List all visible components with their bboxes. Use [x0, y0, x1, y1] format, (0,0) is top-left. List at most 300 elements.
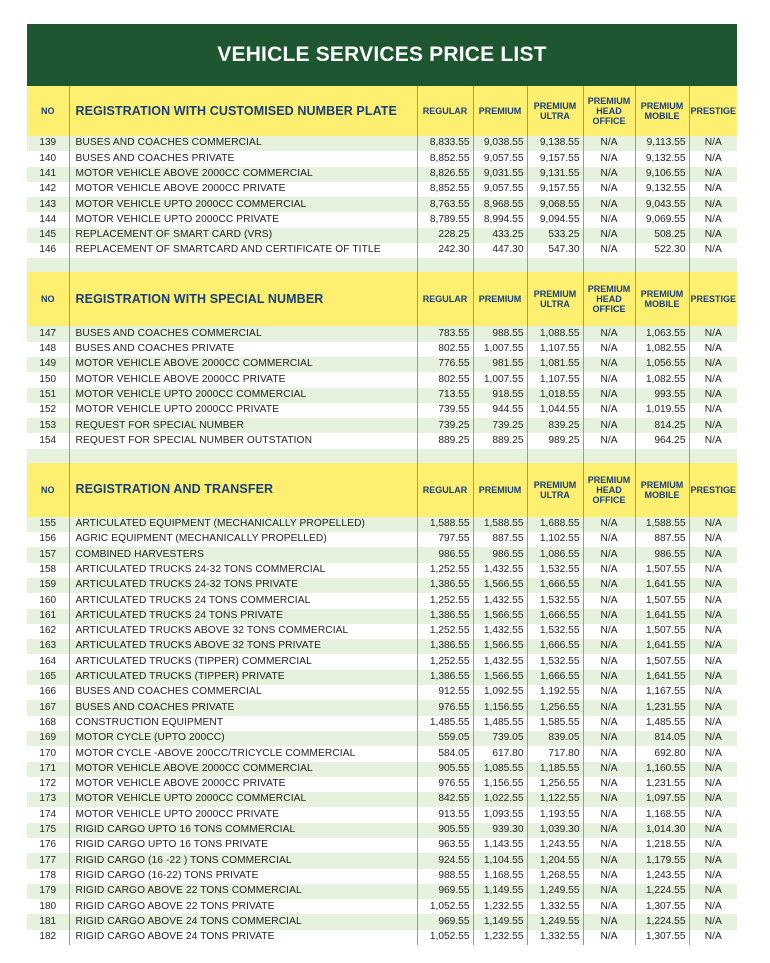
table-row	[27, 532, 737, 547]
table-row	[27, 167, 737, 182]
table-row	[27, 182, 737, 197]
price-list-sheet	[27, 24, 737, 945]
table-row	[27, 136, 737, 151]
section-table	[27, 463, 737, 945]
row-description: BUSES AND COACHES PRIVATE	[69, 700, 417, 715]
price-premium-ultra: 1,193.55	[527, 807, 583, 822]
spacer-cell	[69, 258, 417, 272]
row-number: 156	[27, 532, 69, 547]
row-number: 164	[27, 654, 69, 669]
price-premium: 1,485.55	[473, 716, 527, 731]
price-regular: 783.55	[417, 326, 473, 341]
row-number: 140	[27, 151, 69, 166]
price-prestige: N/A	[689, 731, 737, 746]
price-premium-mobile: 1,082.55	[635, 342, 689, 357]
table-row	[27, 777, 737, 792]
row-number: 151	[27, 388, 69, 403]
price-premium: 1,566.55	[473, 578, 527, 593]
price-premium-head-office: N/A	[583, 517, 635, 532]
price-premium-head-office: N/A	[583, 899, 635, 914]
row-description: MOTOR VEHICLE UPTO 2000CC PRIVATE	[69, 403, 417, 418]
row-description: BUSES AND COACHES COMMERCIAL	[69, 685, 417, 700]
row-description: COMBINED HARVESTERS	[69, 547, 417, 562]
price-regular: 8,852.55	[417, 151, 473, 166]
header-no: NO	[27, 86, 69, 136]
price-prestige: N/A	[689, 372, 737, 387]
price-premium-head-office: N/A	[583, 823, 635, 838]
table-row	[27, 838, 737, 853]
header-premium-head-office: PREMIUM HEAD OFFICE	[583, 463, 635, 517]
price-premium-ultra: 9,157.55	[527, 151, 583, 166]
price-regular: 739.55	[417, 403, 473, 418]
price-premium-mobile: 1,224.55	[635, 884, 689, 899]
price-regular: 889.25	[417, 433, 473, 448]
row-description: MOTOR VEHICLE UPTO 2000CC PRIVATE	[69, 807, 417, 822]
spacer-cell	[417, 449, 473, 463]
price-premium: 739.25	[473, 418, 527, 433]
price-premium-head-office: N/A	[583, 716, 635, 731]
table-row	[27, 388, 737, 403]
price-premium: 739.05	[473, 731, 527, 746]
price-regular: 8,789.55	[417, 212, 473, 227]
price-regular: 1,252.55	[417, 593, 473, 608]
table-row	[27, 869, 737, 884]
row-number: 141	[27, 167, 69, 182]
row-description: MOTOR VEHICLE UPTO 2000CC COMMERCIAL	[69, 792, 417, 807]
price-prestige: N/A	[689, 547, 737, 562]
row-description: ARTICULATED TRUCKS 24 TONS COMMERCIAL	[69, 593, 417, 608]
row-number: 178	[27, 869, 69, 884]
price-premium-ultra: 1,204.55	[527, 853, 583, 868]
section-table	[27, 86, 737, 272]
table-row	[27, 197, 737, 212]
price-regular: 1,386.55	[417, 609, 473, 624]
price-regular: 739.25	[417, 418, 473, 433]
table-row	[27, 685, 737, 700]
price-premium-head-office: N/A	[583, 326, 635, 341]
price-regular: 584.05	[417, 746, 473, 761]
price-prestige: N/A	[689, 654, 737, 669]
spacer-cell	[69, 449, 417, 463]
price-prestige: N/A	[689, 716, 737, 731]
header-prestige: PRESTIGE	[689, 86, 737, 136]
title-bar	[27, 24, 737, 86]
spacer-cell	[417, 258, 473, 272]
price-premium-ultra: 1,688.55	[527, 517, 583, 532]
price-premium-mobile: 1,641.55	[635, 639, 689, 654]
table-row	[27, 899, 737, 914]
row-number: 143	[27, 197, 69, 212]
spacer-cell	[27, 449, 69, 463]
price-regular: 969.55	[417, 884, 473, 899]
row-number: 145	[27, 228, 69, 243]
price-premium-head-office: N/A	[583, 151, 635, 166]
price-premium-ultra: 1,243.55	[527, 838, 583, 853]
row-description: MOTOR VEHICLE ABOVE 2000CC COMMERCIAL	[69, 167, 417, 182]
spacer-cell	[583, 449, 635, 463]
row-description: RIGID CARGO UPTO 16 TONS PRIVATE	[69, 838, 417, 853]
price-premium-mobile: 9,106.55	[635, 167, 689, 182]
row-description: MOTOR VEHICLE ABOVE 2000CC PRIVATE	[69, 777, 417, 792]
table-row	[27, 731, 737, 746]
table-row	[27, 563, 737, 578]
price-premium: 889.25	[473, 433, 527, 448]
price-prestige: N/A	[689, 899, 737, 914]
price-premium: 1,566.55	[473, 639, 527, 654]
price-premium-ultra: 9,068.55	[527, 197, 583, 212]
row-number: 177	[27, 853, 69, 868]
header-premium-mobile: PREMIUM MOBILE	[635, 86, 689, 136]
price-premium-mobile: 9,132.55	[635, 151, 689, 166]
price-prestige: N/A	[689, 433, 737, 448]
price-prestige: N/A	[689, 418, 737, 433]
price-premium-mobile: 1,243.55	[635, 869, 689, 884]
price-premium-mobile: 1,641.55	[635, 578, 689, 593]
table-row	[27, 357, 737, 372]
price-regular: 912.55	[417, 685, 473, 700]
header-premium-ultra: PREMIUM ULTRA	[527, 86, 583, 136]
price-premium-head-office: N/A	[583, 403, 635, 418]
price-prestige: N/A	[689, 532, 737, 547]
price-premium-head-office: N/A	[583, 746, 635, 761]
price-premium: 8,968.55	[473, 197, 527, 212]
table-row	[27, 654, 737, 669]
row-number: 160	[27, 593, 69, 608]
price-prestige: N/A	[689, 517, 737, 532]
price-premium-mobile: 814.25	[635, 418, 689, 433]
row-number: 176	[27, 838, 69, 853]
price-premium-mobile: 1,507.55	[635, 624, 689, 639]
price-premium-mobile: 993.55	[635, 388, 689, 403]
table-row	[27, 342, 737, 357]
price-premium-mobile: 1,224.55	[635, 914, 689, 929]
price-premium: 1,022.55	[473, 792, 527, 807]
price-prestige: N/A	[689, 403, 737, 418]
row-number: 179	[27, 884, 69, 899]
price-premium-head-office: N/A	[583, 578, 635, 593]
row-description: RIGID CARGO ABOVE 24 TONS PRIVATE	[69, 930, 417, 945]
price-premium-ultra: 1,192.55	[527, 685, 583, 700]
price-premium-head-office: N/A	[583, 182, 635, 197]
row-description: MOTOR VEHICLE UPTO 2000CC PRIVATE	[69, 212, 417, 227]
table-row	[27, 853, 737, 868]
table-row	[27, 807, 737, 822]
header-premium-ultra: PREMIUM ULTRA	[527, 272, 583, 326]
table-row	[27, 700, 737, 715]
price-premium-mobile: 1,218.55	[635, 838, 689, 853]
row-description: ARTICULATED TRUCKS ABOVE 32 TONS PRIVATE	[69, 639, 417, 654]
row-number: 168	[27, 716, 69, 731]
price-prestige: N/A	[689, 777, 737, 792]
price-premium-mobile: 1,485.55	[635, 716, 689, 731]
price-premium-head-office: N/A	[583, 884, 635, 899]
header-premium-mobile: PREMIUM MOBILE	[635, 463, 689, 517]
row-number: 173	[27, 792, 69, 807]
price-premium-mobile: 1,168.55	[635, 807, 689, 822]
price-premium-head-office: N/A	[583, 167, 635, 182]
price-premium-mobile: 986.55	[635, 547, 689, 562]
price-premium-ultra: 1,532.55	[527, 593, 583, 608]
price-premium: 1,093.55	[473, 807, 527, 822]
row-description: ARTICULATED EQUIPMENT (MECHANICALLY PROPELLED)	[69, 517, 417, 532]
spacer-cell	[27, 258, 69, 272]
row-description: REQUEST FOR SPECIAL NUMBER OUTSTATION	[69, 433, 417, 448]
price-regular: 242.30	[417, 243, 473, 258]
price-premium-ultra: 1,122.55	[527, 792, 583, 807]
price-prestige: N/A	[689, 700, 737, 715]
price-prestige: N/A	[689, 182, 737, 197]
row-description: ARTICULATED TRUCKS 24-32 TONS COMMERCIAL	[69, 563, 417, 578]
table-row	[27, 547, 737, 562]
price-premium-ultra: 839.25	[527, 418, 583, 433]
spacer-cell	[635, 449, 689, 463]
price-premium-head-office: N/A	[583, 685, 635, 700]
price-premium: 617.80	[473, 746, 527, 761]
row-description: MOTOR VEHICLE ABOVE 2000CC PRIVATE	[69, 372, 417, 387]
price-prestige: N/A	[689, 357, 737, 372]
price-prestige: N/A	[689, 930, 737, 945]
price-regular: 969.55	[417, 914, 473, 929]
table-row	[27, 418, 737, 433]
price-premium-head-office: N/A	[583, 624, 635, 639]
row-description: BUSES AND COACHES PRIVATE	[69, 342, 417, 357]
price-premium-head-office: N/A	[583, 762, 635, 777]
price-premium-head-office: N/A	[583, 639, 635, 654]
spacer-cell	[527, 258, 583, 272]
row-number: 162	[27, 624, 69, 639]
price-premium-mobile: 1,167.55	[635, 685, 689, 700]
row-number: 150	[27, 372, 69, 387]
row-number: 166	[27, 685, 69, 700]
price-prestige: N/A	[689, 762, 737, 777]
price-premium: 9,057.55	[473, 151, 527, 166]
price-regular: 924.55	[417, 853, 473, 868]
table-row	[27, 593, 737, 608]
price-premium-head-office: N/A	[583, 777, 635, 792]
table-row	[27, 372, 737, 387]
price-premium-head-office: N/A	[583, 869, 635, 884]
price-premium-ultra: 547.30	[527, 243, 583, 258]
price-premium-mobile: 9,069.55	[635, 212, 689, 227]
price-prestige: N/A	[689, 212, 737, 227]
price-regular: 802.55	[417, 372, 473, 387]
price-premium-ultra: 717.80	[527, 746, 583, 761]
price-premium: 939.30	[473, 823, 527, 838]
table-row	[27, 930, 737, 945]
price-premium-head-office: N/A	[583, 136, 635, 151]
price-prestige: N/A	[689, 792, 737, 807]
price-prestige: N/A	[689, 624, 737, 639]
price-premium: 1,156.55	[473, 700, 527, 715]
price-premium-head-office: N/A	[583, 197, 635, 212]
row-description: RIGID CARGO (16 -22 ) TONS COMMERCIAL	[69, 853, 417, 868]
price-premium-ultra: 1,081.55	[527, 357, 583, 372]
price-premium-ultra: 1,107.55	[527, 372, 583, 387]
price-premium-head-office: N/A	[583, 547, 635, 562]
price-premium-ultra: 9,138.55	[527, 136, 583, 151]
table-row	[27, 609, 737, 624]
price-premium: 9,031.55	[473, 167, 527, 182]
price-premium-mobile: 9,113.55	[635, 136, 689, 151]
price-premium-ultra: 1,666.55	[527, 578, 583, 593]
table-row	[27, 517, 737, 532]
table-row	[27, 243, 737, 258]
price-prestige: N/A	[689, 151, 737, 166]
price-premium-ultra: 1,044.55	[527, 403, 583, 418]
price-prestige: N/A	[689, 167, 737, 182]
price-premium: 986.55	[473, 547, 527, 562]
row-number: 153	[27, 418, 69, 433]
price-premium-mobile: 1,056.55	[635, 357, 689, 372]
price-premium-ultra: 1,107.55	[527, 342, 583, 357]
table-row	[27, 670, 737, 685]
price-premium-ultra: 1,666.55	[527, 609, 583, 624]
price-regular: 713.55	[417, 388, 473, 403]
price-prestige: N/A	[689, 388, 737, 403]
row-description: RIGID CARGO (16-22) TONS PRIVATE	[69, 869, 417, 884]
price-prestige: N/A	[689, 197, 737, 212]
row-description: ARTICULATED TRUCKS ABOVE 32 TONS COMMERCIAL	[69, 624, 417, 639]
price-premium: 1,007.55	[473, 342, 527, 357]
row-description: RIGID CARGO ABOVE 24 TONS COMMERCIAL	[69, 914, 417, 929]
row-description: REPLACEMENT OF SMARTCARD AND CERTIFICATE OF TITLE	[69, 243, 417, 258]
price-premium-mobile: 1,160.55	[635, 762, 689, 777]
price-regular: 1,485.55	[417, 716, 473, 731]
row-number: 149	[27, 357, 69, 372]
price-premium-head-office: N/A	[583, 670, 635, 685]
price-prestige: N/A	[689, 838, 737, 853]
price-regular: 1,386.55	[417, 639, 473, 654]
price-regular: 8,833.55	[417, 136, 473, 151]
row-number: 144	[27, 212, 69, 227]
row-description: MOTOR VEHICLE ABOVE 2000CC PRIVATE	[69, 182, 417, 197]
spacer-cell	[583, 258, 635, 272]
price-premium: 1,168.55	[473, 869, 527, 884]
price-premium-ultra: 9,157.55	[527, 182, 583, 197]
price-table-sections	[27, 86, 737, 945]
price-regular: 8,852.55	[417, 182, 473, 197]
price-prestige: N/A	[689, 884, 737, 899]
row-description: CONSTRUCTION EQUIPMENT	[69, 716, 417, 731]
price-premium-head-office: N/A	[583, 838, 635, 853]
price-premium-head-office: N/A	[583, 654, 635, 669]
row-number: 148	[27, 342, 69, 357]
price-premium-head-office: N/A	[583, 731, 635, 746]
section-heading: REGISTRATION AND TRANSFER	[69, 463, 417, 517]
row-number: 171	[27, 762, 69, 777]
price-premium-head-office: N/A	[583, 433, 635, 448]
row-number: 170	[27, 746, 69, 761]
price-prestige: N/A	[689, 823, 737, 838]
row-description: AGRIC EQUIPMENT (MECHANICALLY PROPELLED)	[69, 532, 417, 547]
price-regular: 913.55	[417, 807, 473, 822]
price-premium-head-office: N/A	[583, 700, 635, 715]
price-premium: 1,007.55	[473, 372, 527, 387]
table-row	[27, 792, 737, 807]
price-premium: 1,432.55	[473, 624, 527, 639]
price-premium-ultra: 1,249.55	[527, 884, 583, 899]
table-row	[27, 884, 737, 899]
price-premium-ultra: 839.05	[527, 731, 583, 746]
price-premium-head-office: N/A	[583, 342, 635, 357]
spacer-cell	[473, 258, 527, 272]
price-premium: 1,232.55	[473, 899, 527, 914]
section-header-row	[27, 463, 737, 517]
table-row	[27, 716, 737, 731]
row-description: BUSES AND COACHES PRIVATE	[69, 151, 417, 166]
price-premium: 918.55	[473, 388, 527, 403]
row-description: ARTICULATED TRUCKS 24 TONS PRIVATE	[69, 609, 417, 624]
price-regular: 963.55	[417, 838, 473, 853]
price-premium: 1,566.55	[473, 609, 527, 624]
price-regular: 797.55	[417, 532, 473, 547]
header-prestige: PRESTIGE	[689, 272, 737, 326]
header-premium: PREMIUM	[473, 463, 527, 517]
price-prestige: N/A	[689, 746, 737, 761]
price-premium-mobile: 1,641.55	[635, 609, 689, 624]
price-premium-mobile: 1,014.30	[635, 823, 689, 838]
price-premium-mobile: 1,179.55	[635, 853, 689, 868]
row-number: 182	[27, 930, 69, 945]
price-premium-mobile: 1,097.55	[635, 792, 689, 807]
price-premium: 1,566.55	[473, 670, 527, 685]
row-number: 167	[27, 700, 69, 715]
price-regular: 8,826.55	[417, 167, 473, 182]
price-regular: 1,386.55	[417, 578, 473, 593]
price-premium-head-office: N/A	[583, 593, 635, 608]
price-premium-ultra: 1,256.55	[527, 700, 583, 715]
header-premium: PREMIUM	[473, 272, 527, 326]
price-prestige: N/A	[689, 136, 737, 151]
price-prestige: N/A	[689, 228, 737, 243]
row-description: MOTOR CYCLE (UPTO 200CC)	[69, 731, 417, 746]
price-prestige: N/A	[689, 326, 737, 341]
price-premium-ultra: 1,268.55	[527, 869, 583, 884]
price-premium-head-office: N/A	[583, 357, 635, 372]
header-regular: REGULAR	[417, 463, 473, 517]
price-premium-ultra: 1,332.55	[527, 930, 583, 945]
price-premium-ultra: 1,086.55	[527, 547, 583, 562]
price-premium-mobile: 1,507.55	[635, 593, 689, 608]
price-premium: 988.55	[473, 326, 527, 341]
price-premium-head-office: N/A	[583, 418, 635, 433]
price-regular: 8,763.55	[417, 197, 473, 212]
header-no: NO	[27, 272, 69, 326]
row-description: ARTICULATED TRUCKS (TIPPER) COMMERCIAL	[69, 654, 417, 669]
price-premium-mobile: 1,641.55	[635, 670, 689, 685]
page-title: VEHICLE SERVICES PRICE LIST	[217, 43, 547, 66]
price-premium: 1,143.55	[473, 838, 527, 853]
price-prestige: N/A	[689, 578, 737, 593]
price-premium: 9,057.55	[473, 182, 527, 197]
price-premium-ultra: 1,249.55	[527, 914, 583, 929]
row-number: 161	[27, 609, 69, 624]
price-regular: 905.55	[417, 823, 473, 838]
header-premium-head-office: PREMIUM HEAD OFFICE	[583, 272, 635, 326]
price-regular: 776.55	[417, 357, 473, 372]
table-row	[27, 624, 737, 639]
header-regular: REGULAR	[417, 272, 473, 326]
spacer-cell	[689, 449, 737, 463]
price-premium: 1,149.55	[473, 914, 527, 929]
header-premium-mobile: PREMIUM MOBILE	[635, 272, 689, 326]
header-premium-head-office: PREMIUM HEAD OFFICE	[583, 86, 635, 136]
table-row	[27, 403, 737, 418]
row-number: 158	[27, 563, 69, 578]
price-prestige: N/A	[689, 914, 737, 929]
price-prestige: N/A	[689, 342, 737, 357]
price-premium: 433.25	[473, 228, 527, 243]
